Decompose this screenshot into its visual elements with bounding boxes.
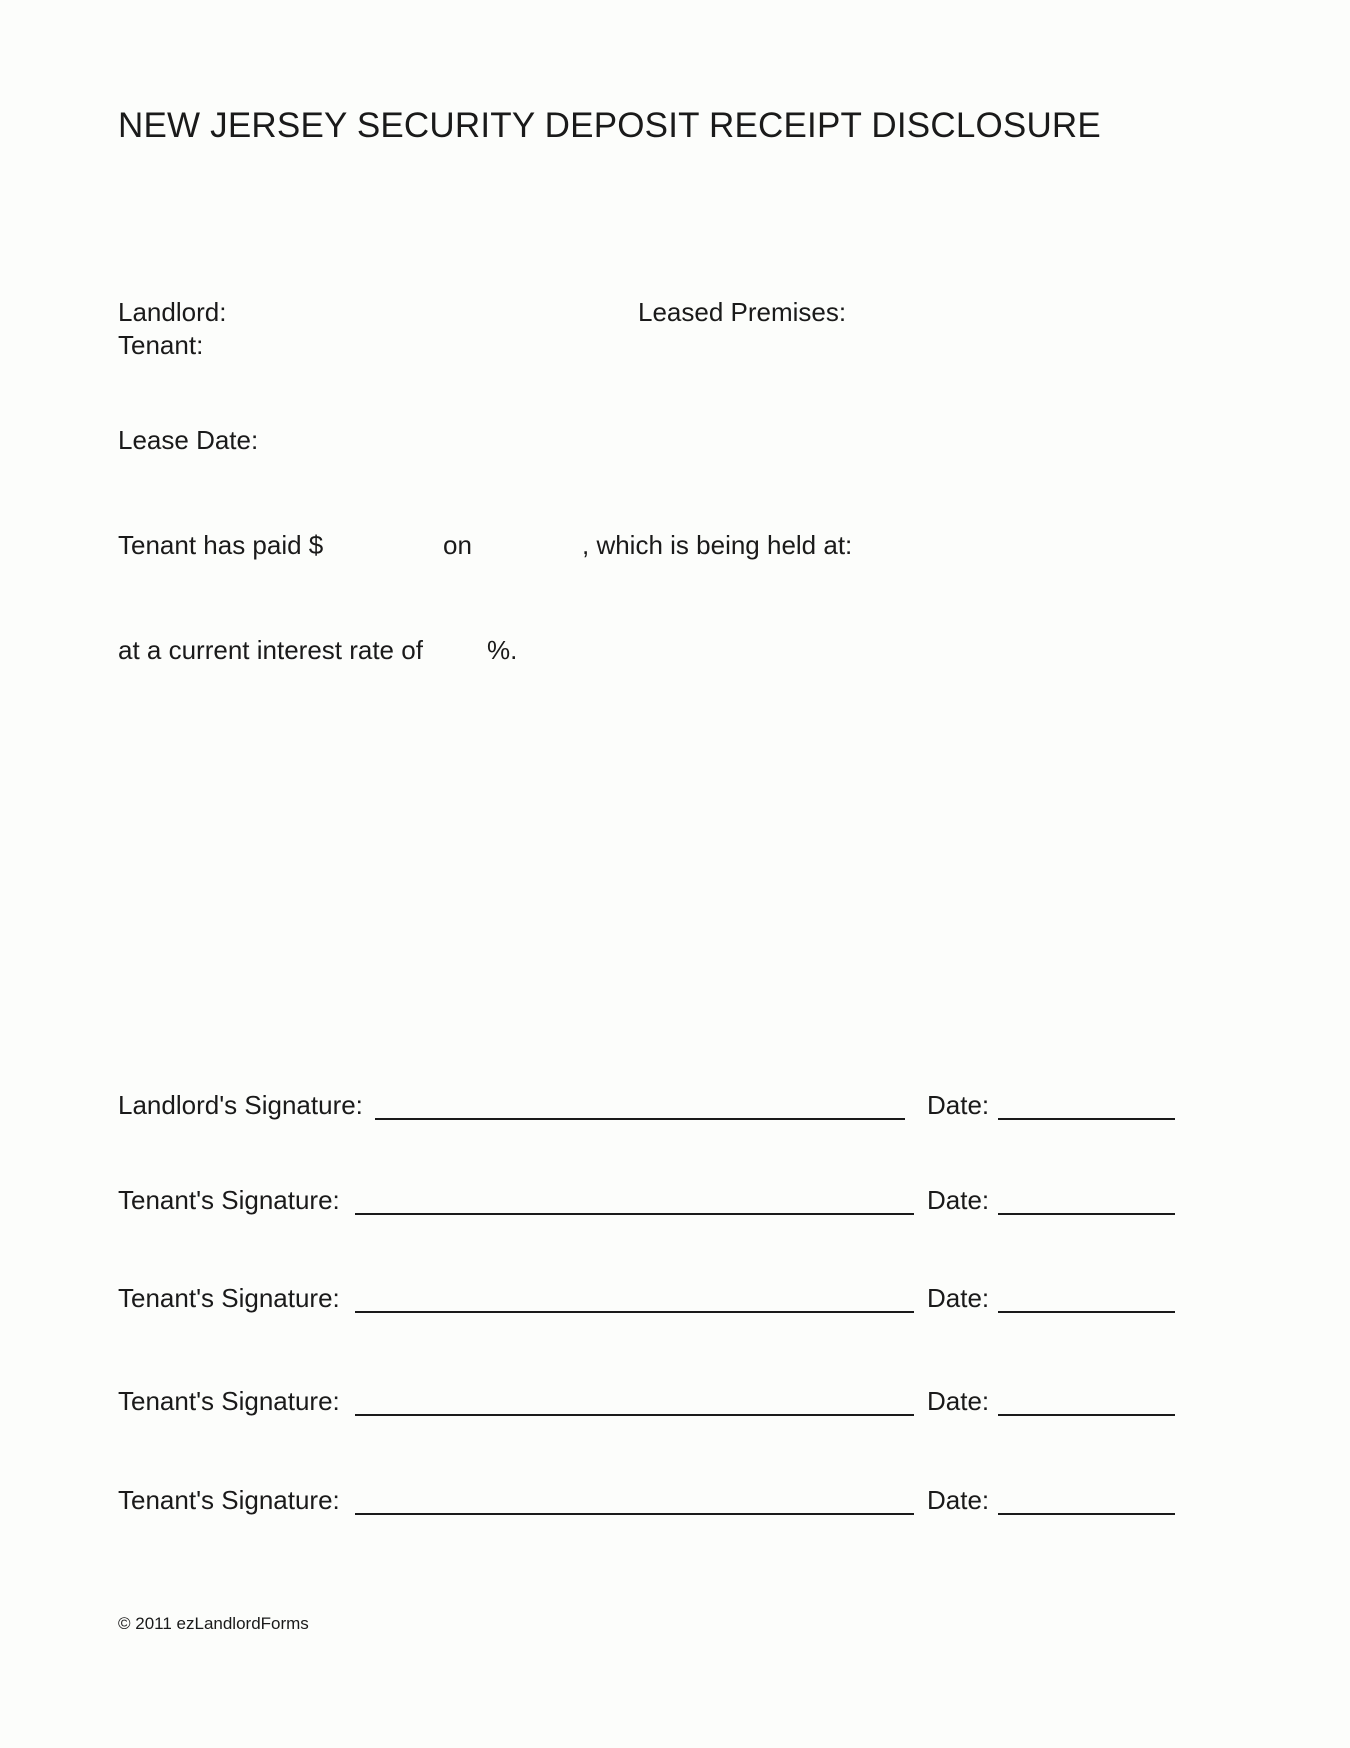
- date-line[interactable]: [998, 1213, 1175, 1215]
- date-line[interactable]: [998, 1513, 1175, 1515]
- date-label: Date:: [927, 1485, 990, 1515]
- signature-label: Tenant's Signature:: [118, 1185, 340, 1215]
- tenant-label: Tenant:: [118, 330, 204, 360]
- date-label: Date:: [927, 1386, 990, 1416]
- signature-line[interactable]: [355, 1414, 914, 1416]
- date-line[interactable]: [998, 1414, 1175, 1416]
- payment-on-word: on: [443, 530, 472, 560]
- signature-line[interactable]: [355, 1513, 914, 1515]
- leased-premises-label: Leased Premises:: [638, 297, 847, 327]
- date-label: Date:: [927, 1283, 990, 1313]
- date-line[interactable]: [998, 1311, 1175, 1313]
- signature-line[interactable]: [355, 1311, 914, 1313]
- payment-held-at: , which is being held at:: [582, 530, 853, 560]
- signature-label: Tenant's Signature:: [118, 1386, 340, 1416]
- date-label: Date:: [927, 1090, 990, 1120]
- signature-line[interactable]: [355, 1213, 914, 1215]
- date-label: Date:: [927, 1185, 990, 1215]
- signature-line[interactable]: [375, 1118, 905, 1120]
- signature-label: Landlord's Signature:: [118, 1090, 363, 1120]
- date-line[interactable]: [998, 1118, 1175, 1120]
- interest-suffix: %.: [487, 635, 518, 665]
- signature-label: Tenant's Signature:: [118, 1283, 340, 1313]
- copyright-footer: © 2011 ezLandlordForms: [118, 1614, 309, 1633]
- signature-label: Tenant's Signature:: [118, 1485, 340, 1515]
- landlord-label: Landlord:: [118, 297, 227, 327]
- document-title: NEW JERSEY SECURITY DEPOSIT RECEIPT DISCLOSURE: [118, 106, 1101, 145]
- lease-date-label: Lease Date:: [118, 425, 259, 455]
- payment-prefix: Tenant has paid $: [118, 530, 324, 560]
- interest-prefix: at a current interest rate of: [118, 635, 423, 665]
